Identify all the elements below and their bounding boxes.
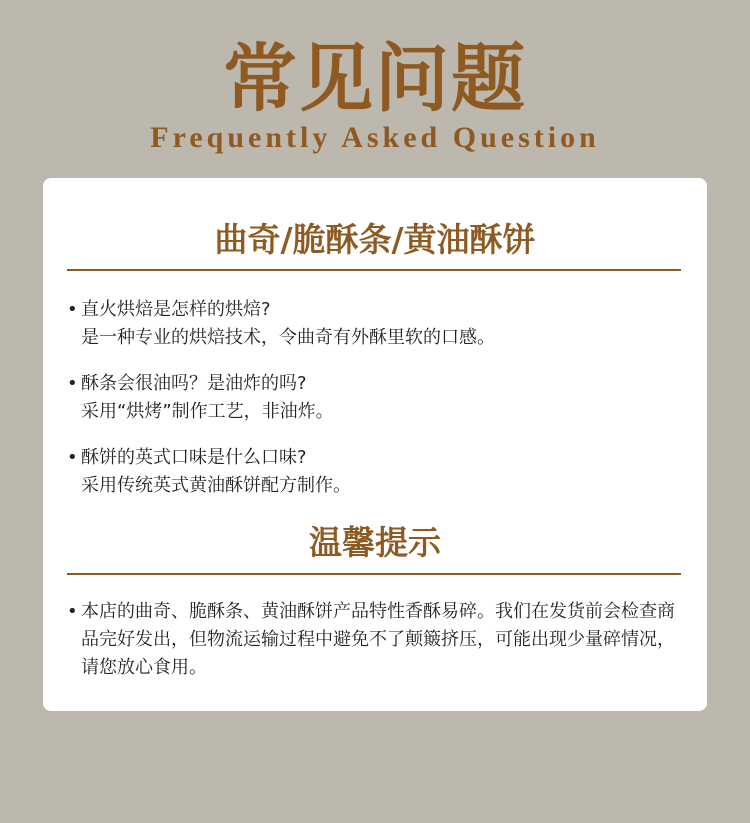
warm-tips-title: 温馨提示 bbox=[309, 523, 441, 562]
warm-tips-notice bbox=[67, 598, 687, 682]
product-section-divider bbox=[67, 269, 681, 271]
faq-question-text: 酥条会很油吗？是油炸的吗? bbox=[81, 373, 307, 394]
page-title-chinese: 常见问题 bbox=[223, 36, 527, 122]
bullet-icon: • bbox=[67, 373, 78, 394]
faq-question bbox=[67, 370, 677, 398]
faq-item bbox=[67, 296, 677, 352]
faq-answer: 采用传统英式黄油酥饼配方制作。 bbox=[81, 475, 351, 496]
bullet-icon: • bbox=[67, 601, 78, 622]
faq-answer: 采用“烘烤”制作工艺，非油炸。 bbox=[81, 401, 334, 422]
faq-question-text: 酥饼的英式口味是什么口味? bbox=[81, 447, 307, 468]
page-title-english: Frequently Asked Question bbox=[150, 121, 600, 154]
faq-answer: 是一种专业的烘焙技术，令曲奇有外酥里软的口感。 bbox=[81, 327, 495, 348]
product-section-title: 曲奇/脆酥条/黄油酥饼 bbox=[214, 220, 536, 259]
faq-item bbox=[67, 444, 677, 500]
faq-card bbox=[43, 178, 707, 711]
faq-header bbox=[0, 0, 750, 178]
bullet-icon: • bbox=[67, 299, 78, 320]
faq-question bbox=[67, 296, 677, 324]
bullet-icon: • bbox=[67, 447, 78, 468]
faq-question bbox=[67, 444, 677, 472]
faq-list bbox=[67, 296, 677, 518]
warm-tips-text: 本店的曲奇、脆酥条、黄油酥饼产品特性香酥易碎。我们在发货前会检查商品完好发出，但物流运输过程中避免不了颠簸挤压，可能出现少量碎情况，请您放心食用。 bbox=[81, 601, 675, 678]
faq-question-text: 直火烘焙是怎样的烘焙? bbox=[81, 299, 271, 320]
faq-item bbox=[67, 370, 677, 426]
warm-tips-divider bbox=[67, 573, 681, 575]
